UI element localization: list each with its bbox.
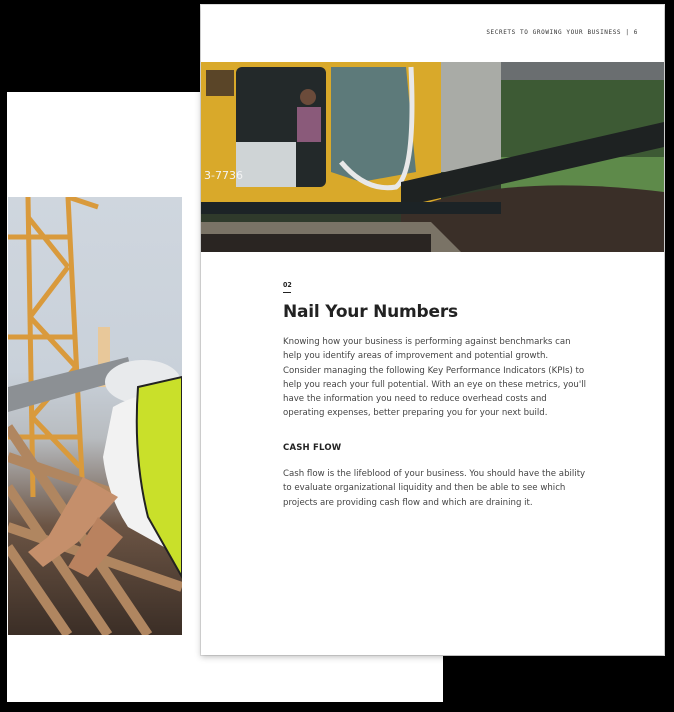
- page-title: Nail Your Numbers: [283, 302, 458, 322]
- cash-flow-heading: CASH FLOW: [283, 443, 342, 453]
- running-header: SECRETS TO GROWING YOUR BUSINESS | 6: [486, 29, 638, 36]
- machine-number: 3-7736: [204, 169, 243, 182]
- section-number: 02: [283, 281, 292, 289]
- hero-photo: [201, 62, 664, 252]
- worker-photo: [8, 197, 182, 635]
- intro-paragraph: Knowing how your business is performing against benchmarks can help you identify areas of improvement and potential growth. Consider managing the following Key Performance Indicators (KPIs) to help you reach your full potential. With an eye on these metrics, you'll have the information you need to reduce overhead costs and operating expenses, better preparing you for your next build.: [283, 337, 587, 419]
- cash-flow-paragraph: Cash flow is the lifeblood of your business. You should have the ability to evaluate organizational liquidity and then be able to see which projects are providing cash flow and which are draining it.: [283, 469, 586, 508]
- front-page: [201, 5, 664, 655]
- section-rule: [283, 292, 291, 293]
